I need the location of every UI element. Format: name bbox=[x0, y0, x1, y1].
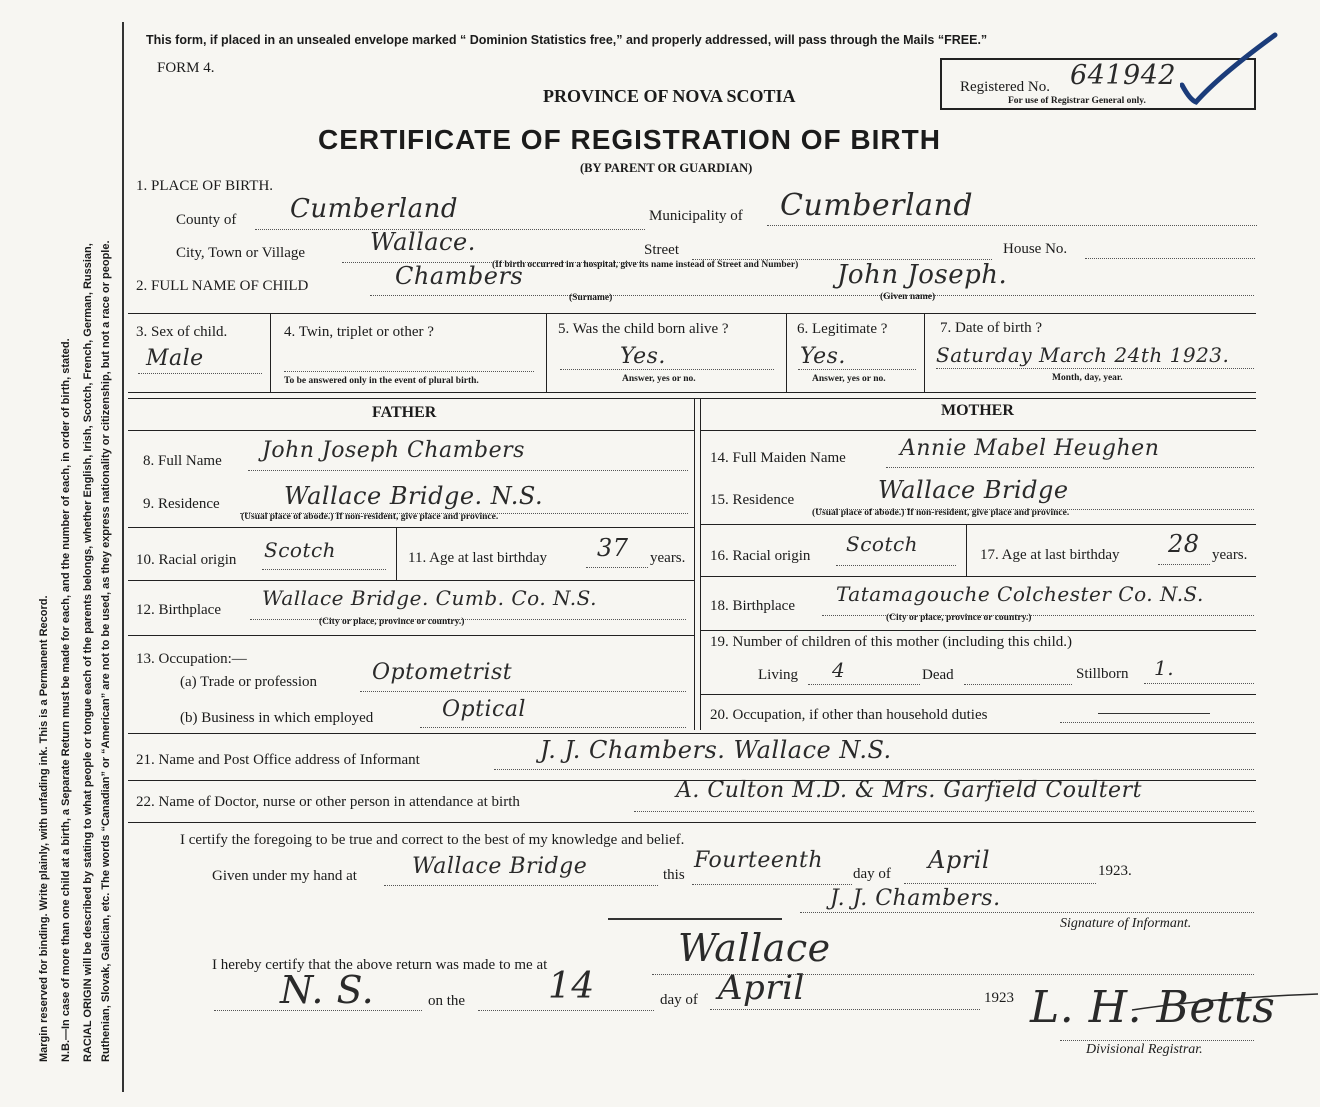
legit-label: 6. Legitimate ? bbox=[797, 321, 888, 337]
alive-note: Answer, yes or no. bbox=[622, 374, 696, 384]
child-surname: Chambers bbox=[395, 262, 524, 290]
certify-day-of-label: day of bbox=[853, 866, 891, 882]
street-label: Street bbox=[644, 242, 679, 258]
informant-signature: J. J. Chambers. bbox=[830, 886, 1001, 911]
father-age: 37 bbox=[597, 534, 629, 562]
hospital-note: (If birth occurred in a hospital, give its name instead of Street and Number) bbox=[492, 260, 799, 270]
father-residence-note: (Usual place of abode.) If non-resident, give place and province. bbox=[241, 512, 499, 522]
mail-notice: This form, if placed in an unsealed envelope marked “ Dominion Statistics free,” and properly addressed, will pass through the Mails “FREE.” bbox=[146, 33, 988, 47]
father-birthplace-note: (City or place, province or country.) bbox=[319, 617, 465, 627]
page-subtitle: (BY PARENT OR GUARDIAN) bbox=[580, 161, 753, 175]
sex-label: 3. Sex of child. bbox=[136, 324, 228, 340]
sex-value: Male bbox=[146, 346, 204, 371]
father-residence-label: 9. Residence bbox=[143, 496, 220, 512]
registrar-place: Wallace bbox=[678, 926, 831, 970]
registrar-text: I hereby certify that the above return was made to me at bbox=[212, 957, 548, 973]
margin-note-separate-return: N.B.—In case of more than one child at a birth, a Separate Return must be made for each, and the number of each, in order of birth, stated. bbox=[60, 338, 72, 1062]
registrar-place-province: N. S. bbox=[280, 968, 375, 1012]
city-label: City, Town or Village bbox=[176, 245, 306, 261]
mother-race: Scotch bbox=[846, 532, 919, 556]
alive-value: Yes. bbox=[620, 344, 666, 369]
mother-birthplace-note: (City or place, province or country.) bbox=[886, 613, 1032, 623]
municipality-value: Cumberland bbox=[780, 188, 974, 223]
mother-birthplace-label: 18. Birthplace bbox=[710, 598, 795, 614]
this-label: this bbox=[663, 867, 685, 883]
twin-note: To be answered only in the event of plural birth. bbox=[284, 376, 479, 386]
registrar-signature-label: Divisional Registrar. bbox=[1086, 1042, 1203, 1057]
father-name-label: 8. Full Name bbox=[143, 453, 222, 469]
dob-value: Saturday March 24th 1923. bbox=[936, 343, 1230, 367]
registrar-flourish bbox=[1130, 980, 1320, 1020]
informant-value: J. J. Chambers. Wallace N.S. bbox=[540, 736, 892, 764]
father-heading: FATHER bbox=[372, 404, 437, 421]
page-title: CERTIFICATE OF REGISTRATION OF BIRTH bbox=[318, 124, 941, 155]
margin-note-racial-origin: RACIAL ORIGIN will be described by stating to what people or tongue each of the parents belongs, whether English, Irish, Scotch, French, German, Russian, bbox=[82, 243, 94, 1062]
father-trade-label: (a) Trade or profession bbox=[180, 674, 318, 690]
father-age-years: years. bbox=[650, 550, 686, 566]
mother-heading: MOTHER bbox=[941, 402, 1014, 419]
registrar-year: 1923 bbox=[984, 990, 1014, 1006]
informant-label: 21. Name and Post Office address of Informant bbox=[136, 752, 420, 768]
dob-note: Month, day, year. bbox=[1052, 373, 1123, 383]
child-surname-note: (Surname) bbox=[569, 293, 613, 303]
child-given-note: (Given name) bbox=[880, 292, 936, 302]
mother-age-label: 17. Age at last birthday bbox=[980, 547, 1120, 563]
children-count-label: 19. Number of children of this mother (including this child.) bbox=[710, 634, 1073, 650]
registered-number: 641942 bbox=[1070, 60, 1177, 91]
mother-residence-label: 15. Residence bbox=[710, 492, 795, 508]
dead-label: Dead bbox=[922, 667, 954, 683]
father-birthplace: Wallace Bridge. Cumb. Co. N.S. bbox=[262, 586, 597, 610]
registered-note: For use of Registrar General only. bbox=[1008, 96, 1146, 106]
mother-age: 28 bbox=[1168, 530, 1200, 558]
municipality-label: Municipality of bbox=[649, 208, 743, 224]
child-given: John Joseph. bbox=[837, 260, 1008, 290]
doctor-label: 22. Name of Doctor, nurse or other person in attendance at birth bbox=[136, 794, 520, 810]
twin-label: 4. Twin, triplet or other ? bbox=[284, 324, 434, 340]
mother-residence: Wallace Bridge bbox=[878, 476, 1069, 504]
certify-year: 1923. bbox=[1098, 863, 1132, 879]
city-value: Wallace. bbox=[370, 228, 476, 256]
certify-day: Fourteenth bbox=[694, 848, 824, 873]
county-label: County of bbox=[176, 212, 237, 228]
mother-name-label: 14. Full Maiden Name bbox=[710, 450, 846, 466]
mother-birthplace: Tatamagouche Colchester Co. N.S. bbox=[836, 582, 1204, 606]
mother-age-years: years. bbox=[1212, 547, 1248, 563]
father-age-label: 11. Age at last birthday bbox=[408, 550, 547, 566]
legit-value: Yes. bbox=[800, 344, 846, 369]
doctor-value: A. Culton M.D. & Mrs. Garfield Coultert bbox=[676, 778, 1142, 803]
place-heading: 1. PLACE OF BIRTH. bbox=[136, 178, 274, 194]
father-business: Optical bbox=[442, 697, 526, 722]
stillborn-label: Stillborn bbox=[1076, 666, 1129, 682]
binding-margin-rule bbox=[122, 22, 124, 1092]
informant-signature-label: Signature of Informant. bbox=[1060, 916, 1192, 931]
father-name: John Joseph Chambers bbox=[262, 438, 525, 463]
house-no-label: House No. bbox=[1003, 241, 1068, 257]
registrar-signature: L. H. Betts bbox=[1030, 982, 1276, 1033]
mother-race-label: 16. Racial origin bbox=[710, 548, 811, 564]
father-trade: Optometrist bbox=[372, 660, 513, 685]
margin-note-nationality: Ruthenian, Slovak, Galician, etc. The words “Canadian” or “American” are not to be used, as they express nationality or citizenship, but not a race or people. bbox=[100, 240, 112, 1062]
registrar-month: April bbox=[718, 968, 805, 1008]
certify-text: I certify the foregoing to be true and correct to the best of my knowledge and belief. bbox=[180, 832, 685, 848]
father-occupation-label: 13. Occupation:— bbox=[136, 651, 247, 667]
registrar-day-of-label: day of bbox=[660, 992, 698, 1008]
living-label: Living bbox=[758, 667, 798, 683]
mother-residence-note: (Usual place of abode.) If non-resident, give place and province. bbox=[812, 508, 1070, 518]
mother-occupation-label: 20. Occupation, if other than household duties bbox=[710, 707, 988, 723]
legit-note: Answer, yes or no. bbox=[812, 374, 886, 384]
father-residence: Wallace Bridge. N.S. bbox=[284, 482, 544, 510]
given-place: Wallace Bridge bbox=[412, 854, 588, 879]
county-value: Cumberland bbox=[290, 194, 458, 224]
mother-name: Annie Mabel Heughen bbox=[900, 436, 1160, 461]
province-heading: PROVINCE OF NOVA SCOTIA bbox=[543, 86, 796, 106]
living-value: 4 bbox=[832, 658, 846, 682]
child-name-label: 2. FULL NAME OF CHILD bbox=[136, 278, 309, 294]
check-mark-icon bbox=[1180, 30, 1280, 105]
father-race-label: 10. Racial origin bbox=[136, 552, 237, 568]
alive-label: 5. Was the child born alive ? bbox=[558, 321, 729, 337]
dob-label: 7. Date of birth ? bbox=[940, 320, 1043, 336]
stillborn-value: 1. bbox=[1154, 656, 1175, 680]
father-business-label: (b) Business in which employed bbox=[180, 710, 374, 726]
registrar-on-label: on the bbox=[428, 993, 466, 1009]
father-race: Scotch bbox=[264, 538, 337, 562]
given-under-label: Given under my hand at bbox=[212, 868, 357, 884]
certify-month: April bbox=[928, 846, 991, 874]
margin-note-binding: Margin reserved for binding. Write plainly, with unfading ink. This is a Permanent Record. bbox=[38, 595, 50, 1062]
form-number: FORM 4. bbox=[157, 60, 215, 76]
registered-label: Registered No. bbox=[960, 79, 1050, 95]
father-birthplace-label: 12. Birthplace bbox=[136, 602, 221, 618]
registrar-day: 14 bbox=[548, 966, 595, 1007]
